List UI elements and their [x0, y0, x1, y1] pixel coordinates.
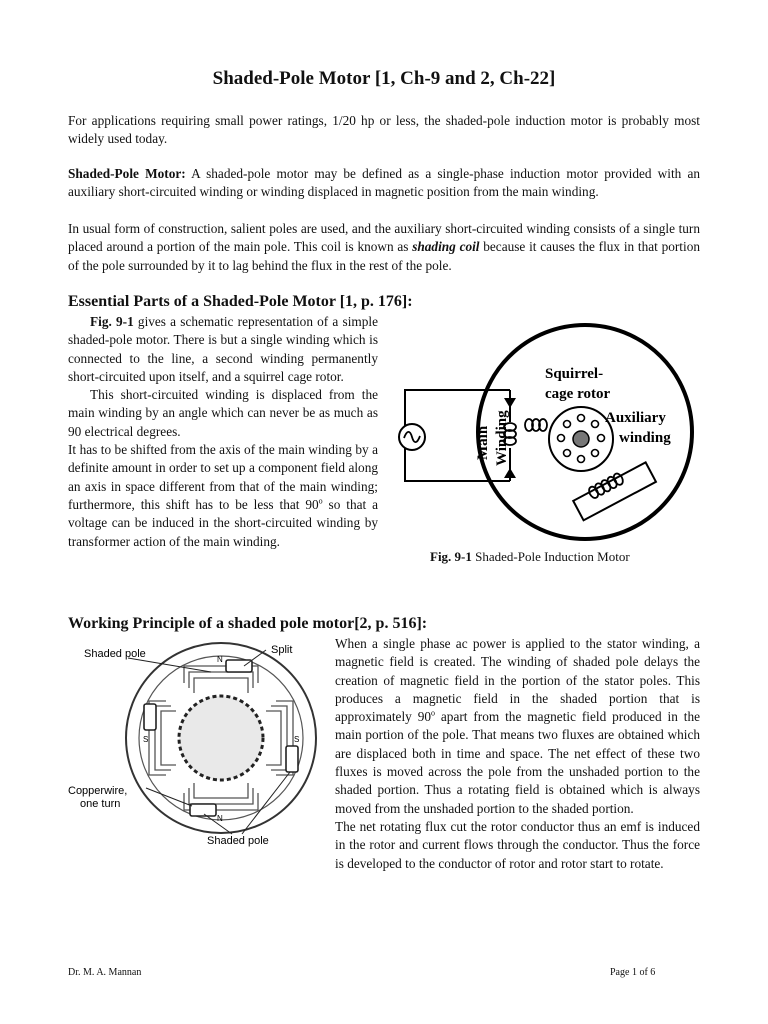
- label-main-1: Main: [475, 425, 491, 460]
- essential-parts-p3-text-2: so that a voltage can be induced in the short-circuited winding by transformer action of the main winding.: [68, 496, 378, 549]
- essential-parts-p3: [68, 441, 378, 551]
- arrow-down: [504, 398, 516, 408]
- section-heading-essential-parts: Essential Parts of a Shaded-Pole Motor [1, p. 176]:: [68, 293, 413, 310]
- working-principle-p1-text-1: When a single phase ac power is applied to the stator winding, a magnetic field is created. The winding of shaded pole delays the creation of magnetic field in the portion of the stator poles. This produces a magnetic field in the shaded portion that is approximately 90: [335, 636, 700, 725]
- label-auxiliary-2: winding: [619, 430, 671, 446]
- intro-paragraph: For applications requiring small power ratings, 1/20 hp or less, the shaded-pole induction motor is probably most widely used today.: [68, 113, 700, 147]
- figure1-caption-text: Shaded-Pole Induction Motor: [471, 549, 630, 564]
- essential-parts-p1-text: gives a schematic representation of a simple shaded-pole motor. There is but a single winding which is connected to the line, a second winding permanently short-circuited upon itself, and a squirrel cage rotor.: [68, 314, 378, 384]
- label-shaded-pole-top: Shaded pole: [84, 648, 146, 660]
- definition-term: Shaded-Pole Motor:: [68, 166, 186, 181]
- working-principle-text: [335, 635, 700, 873]
- page-title: Shaded-Pole Motor [1, Ch-9 and 2, Ch-22]: [212, 68, 556, 89]
- figure-shaded-pole-stator: [66, 638, 332, 852]
- essential-parts-p3-text-1: It has to be shifted from the axis of the main winding by a definite amount in order to set up a component field along an axis in space different from that of the main winding; furthermore, this shift has to be less that 90: [68, 442, 378, 512]
- working-principle-p1: [335, 635, 700, 818]
- label-n-top: N: [217, 655, 223, 664]
- section-heading-working-principle: Working Principle of a shaded pole motor[2, p. 516]:: [68, 615, 428, 632]
- fig-ref: Fig. 9-1: [90, 314, 134, 329]
- label-squirrel-1: Squirrel-: [545, 366, 604, 382]
- figure1-caption-ref: Fig. 9-1: [430, 549, 472, 564]
- auxiliary-coil-upper: [525, 419, 547, 431]
- label-copperwire: Copperwire,: [68, 785, 128, 797]
- construction-paragraph: [68, 220, 700, 275]
- label-main-2: Winding: [494, 410, 510, 466]
- figure1-caption: [430, 549, 630, 565]
- working-principle-p1-text-2: apart from the magnetic field produced in the main portion of the pole. That means two fluxes are obtained which are displaced both in time and space. The net effect of these two fluxes is moved across the pole from the unshaded portion to the shaded portion. Thus a rotating field is obtained which is always moved from the unshaded portion to the shaded portion.: [335, 709, 700, 816]
- arrow-up: [504, 468, 516, 478]
- working-principle-p2: The net rotating flux cut the rotor conductor thus an emf is induced in the rotor and current flows through the conductor. Thus the force is developed to the conductor of rotor and rotor start to rotate.: [335, 818, 700, 871]
- shading-coil-term: shading coil: [412, 239, 480, 255]
- label-one-turn: one turn: [80, 798, 121, 810]
- footer-author: Dr. M. A. Mannan: [68, 967, 142, 978]
- degree-sup: o: [318, 496, 323, 506]
- shading-coil: [571, 459, 656, 520]
- essential-parts-text: [68, 313, 378, 551]
- rotor-shaft: [573, 431, 589, 447]
- definition-paragraph: [68, 165, 700, 202]
- figure-shaded-pole-motor: [395, 318, 695, 548]
- definition-text: A shaded-pole motor may be defined as a single-phase induction motor provided with an auxiliary short-circuited winding or winding displaced in magnetic position from the main winding.: [68, 166, 700, 200]
- rotor: [179, 696, 263, 780]
- essential-parts-p2: This short-circuited winding is displaced from the main winding by an angle which can never be as much as 90 electrical degrees.: [68, 387, 378, 439]
- label-n-bottom: N: [217, 814, 223, 823]
- label-auxiliary-1: Auxiliary: [605, 410, 666, 426]
- label-s-right: S: [294, 735, 300, 744]
- essential-parts-p1: [68, 313, 378, 386]
- construction-text-1: In usual form of construction, salient poles are used, and the auxiliary short-circuited winding consists of a single turn placed around a portion of the main pole. This coil is known as: [68, 221, 700, 255]
- construction-text-2: because it causes the flux in that portion of the pole surrounded by it to lag behind the flux in the rest of the pole.: [68, 239, 700, 273]
- degree-sup-2: o: [431, 708, 435, 718]
- footer-page-number: Page 1 of 6: [610, 967, 656, 978]
- label-split: Split: [271, 644, 293, 656]
- label-squirrel-2: cage rotor: [545, 386, 611, 402]
- label-s-left: S: [143, 735, 149, 744]
- label-shaded-pole-bottom: Shaded pole: [207, 835, 269, 847]
